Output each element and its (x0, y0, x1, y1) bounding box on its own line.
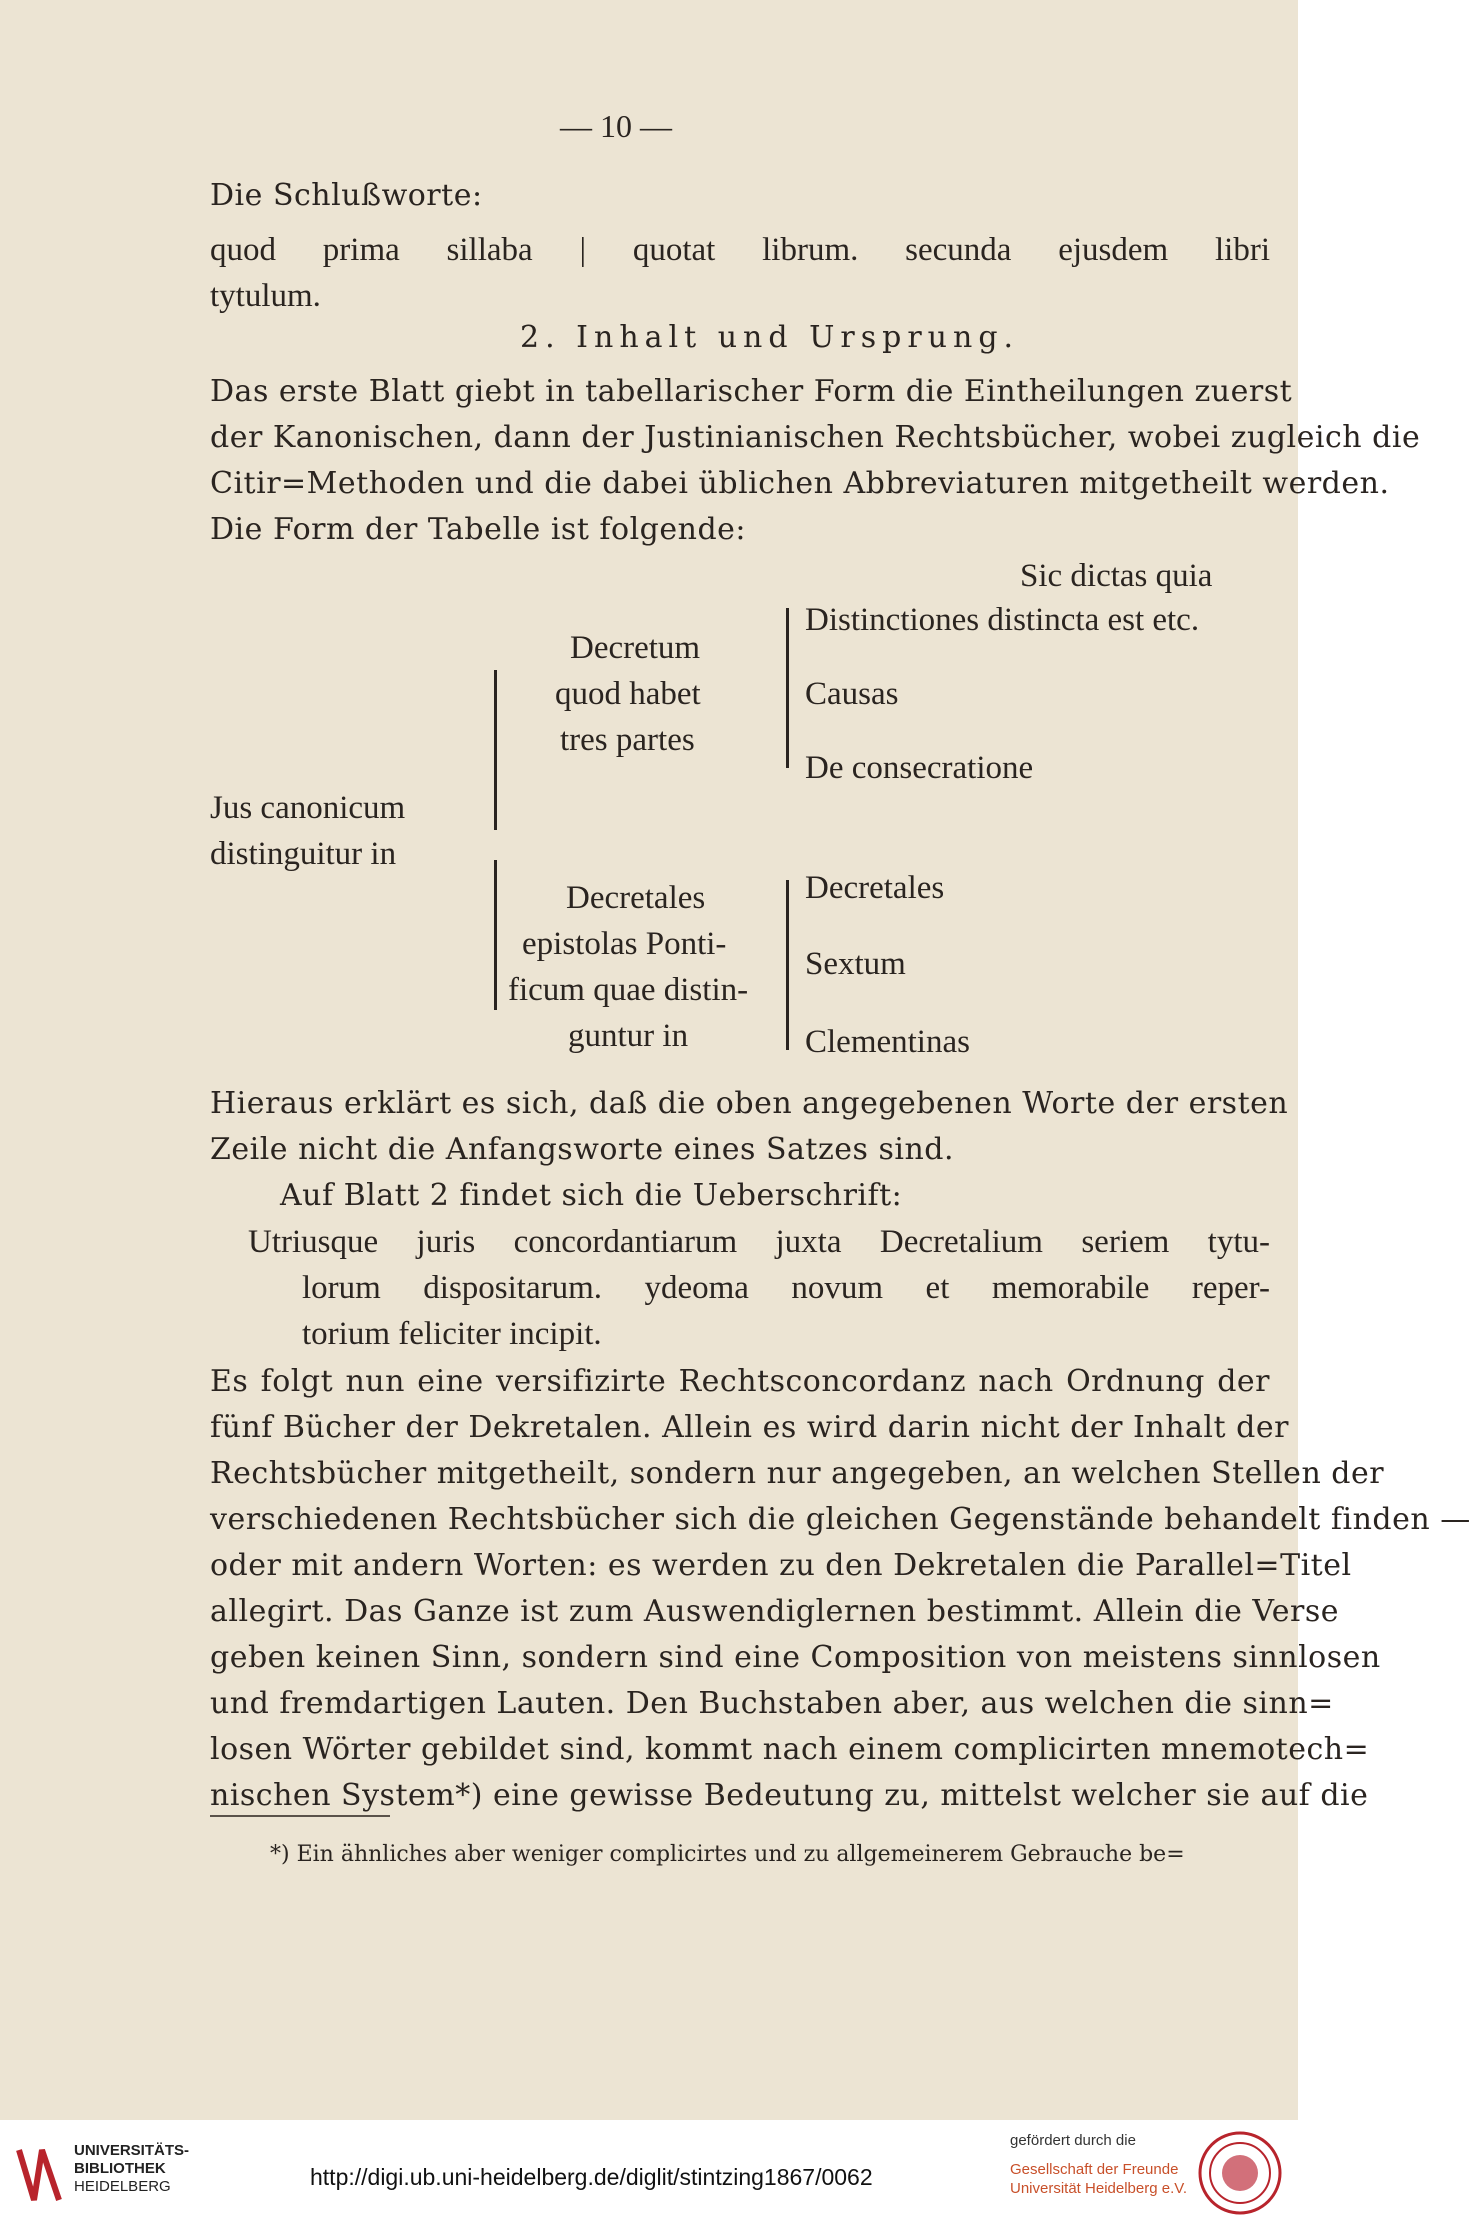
brace-right-upper (786, 608, 789, 768)
decretum-line: tres partes (560, 722, 695, 758)
text-line: geben keinen Sinn, sondern sind eine Composition von meistens sinnlosen (210, 1640, 1381, 1675)
text-line: Das erste Blatt giebt in tabellarischer Form die Eintheilungen zuerst (210, 374, 1293, 409)
text-line: Die Form der Tabelle ist folgende: (210, 512, 747, 547)
viewer-footer (0, 2120, 1298, 2231)
text-line: der Kanonischen, dann der Justinianischen Rechtsbücher, wobei zugleich die (210, 420, 1421, 455)
text-line: allegirt. Das Ganze ist zum Auswendiglernen bestimmt. Allein die Verse (210, 1594, 1340, 1629)
decretales-part: Decretales (805, 870, 945, 906)
sponsor-name: Gesellschaft der Freunde Universität Heidelberg e.V. (1010, 2161, 1188, 2197)
brace-left-lower (494, 860, 497, 1010)
text-line: verschiedenen Rechtsbücher sich die gleichen Gegenstände behandelt finden — (210, 1502, 1471, 1537)
text-line: losen Wörter gebildet sind, kommt nach einem complicirten mnemotech= (210, 1732, 1370, 1767)
table-top-right: Sic dictas quia (1020, 558, 1213, 594)
text-line: Die Schlußworte: (210, 178, 483, 213)
quote-line: Utriusque juris concordantiarum juxta Decretalium seriem tytu- (248, 1224, 1270, 1260)
table-root-line: Jus canonicum (210, 790, 406, 826)
library-name: UNIVERSITÄTS- BIBLIOTHEK HEIDELBERG (74, 2142, 190, 2195)
footnote-rule (210, 1815, 390, 1817)
section-heading: 2. Inhalt und Ursprung. (520, 320, 1020, 355)
decretales-line: ficum quae distin- (508, 972, 749, 1008)
decretum-line: Decretum (570, 630, 701, 666)
text-line: nischen System*) eine gewisse Bedeutung zu, mittelst welcher sie auf die (210, 1778, 1369, 1813)
text-line: Zeile nicht die Anfangsworte eines Satzes sind. (210, 1132, 955, 1167)
library-logo-icon (14, 2140, 64, 2210)
decretales-part: Clementinas (805, 1024, 970, 1060)
decretum-part: Causas (805, 676, 899, 712)
brace-right-lower (786, 880, 789, 1050)
text-line: Auf Blatt 2 findet sich die Ueberschrift: (280, 1178, 903, 1213)
decretales-part: Sextum (805, 946, 906, 982)
page-number: — 10 — (560, 108, 672, 144)
quote-line: lorum dispositarum. ydeoma novum et memorabile reper- (302, 1270, 1270, 1306)
quote-line: torium feliciter incipit. (302, 1316, 602, 1352)
permalink-url[interactable]: http://digi.ub.uni-heidelberg.de/diglit/stintzing1867/0062 (310, 2164, 873, 2190)
text-line: tytulum. (210, 278, 321, 314)
text-line: Citir=Methoden und die dabei üblichen Abbreviaturen mitgetheilt werden. (210, 466, 1390, 501)
text-line: und fremdartigen Lauten. Den Buchstaben aber, aus welchen die sinn= (210, 1686, 1334, 1721)
decretales-line: guntur in (568, 1018, 689, 1054)
decretum-line: quod habet (555, 676, 701, 712)
university-seal-icon (1195, 2128, 1285, 2218)
text-line: Rechtsbücher mitgetheilt, sondern nur angegeben, an welchen Stellen der (210, 1456, 1385, 1491)
decretum-part: De consecratione (805, 750, 1034, 786)
text-line: Hieraus erklärt es sich, daß die oben angegebenen Worte der ersten (210, 1086, 1289, 1121)
funded-by-label: gefördert durch die (1010, 2132, 1136, 2149)
text-line: fünf Bücher der Dekretalen. Allein es wird darin nicht der Inhalt der (210, 1410, 1289, 1445)
decretales-line: Decretales (566, 880, 706, 916)
decretales-line: epistolas Ponti- (522, 926, 727, 962)
text-line: oder mit andern Worten: es werden zu den Dekretalen die Parallel=Titel (210, 1548, 1352, 1583)
footnote: *) Ein ähnliches aber weniger complicirtes und zu allgemeinerem Gebrauche be= (270, 1842, 1185, 1867)
brace-left-upper (494, 670, 497, 830)
text-line: Es folgt nun eine versifizirte Rechtsconcordanz nach Ordnung der (210, 1364, 1270, 1399)
text-line: quod prima sillaba | quotat librum. secunda ejusdem libri (210, 232, 1270, 268)
table-root-line: distinguitur in (210, 836, 397, 872)
decretum-part: Distinctiones distincta est etc. (805, 602, 1200, 638)
